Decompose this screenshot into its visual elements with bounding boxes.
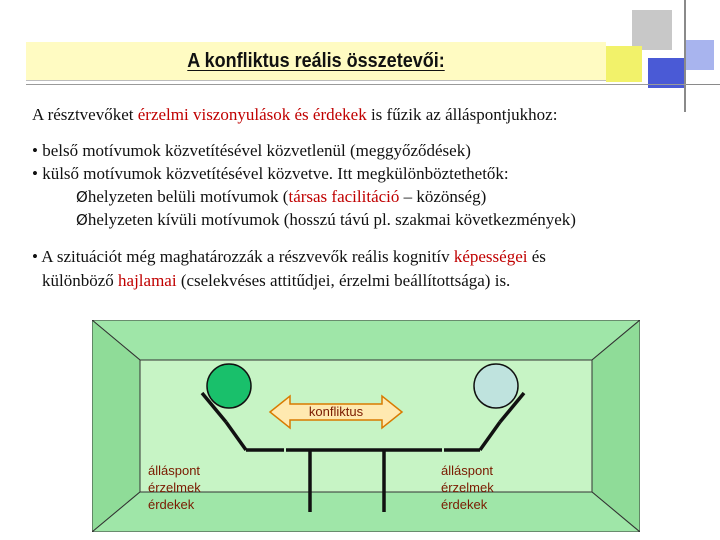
right-person-labels xyxy=(441,462,494,513)
conflict-arrow-label: konfliktus xyxy=(308,404,364,419)
title-rule xyxy=(26,84,686,85)
bullet-inner-motives: • belső motívumok közvetítésével közvetlenül (meggyőződések) xyxy=(32,141,471,160)
situation-line-2 xyxy=(42,270,510,292)
right-label-interests: érdekek xyxy=(441,497,488,512)
intro-highlight: érzelmi viszonyulások és érdekek xyxy=(137,105,367,124)
room-wall-top xyxy=(92,320,640,360)
deco-vertical-line xyxy=(684,0,686,112)
situation-line-1 xyxy=(32,246,546,268)
deco-square-blue-light xyxy=(684,40,714,70)
right-person-head xyxy=(474,364,518,408)
situation-line2-post: (cselekvéses attitűdjei, érzelmi beállítottsága) is. xyxy=(176,271,511,290)
deco-square-gray xyxy=(632,10,672,50)
situation-line1-highlight: képességei xyxy=(453,247,528,266)
page-title: A konfliktus reális összetevői: xyxy=(187,50,445,72)
arrow-bullet-icon: Ø xyxy=(76,211,88,229)
situation-line1-post: és xyxy=(527,247,546,266)
left-label-interests: érdekek xyxy=(148,497,195,512)
left-person-labels xyxy=(148,462,201,513)
right-label-position: álláspont xyxy=(441,463,494,478)
intro-pre: A résztvevőket xyxy=(32,105,138,124)
sub-item-inner xyxy=(76,186,486,208)
sub-item-inner-post: – közönség) xyxy=(399,187,487,206)
deco-square-yellow xyxy=(606,46,642,82)
situation-line1-pre: • A szituációt még maghatározzák a részvevők reális kognitív xyxy=(32,247,454,266)
situation-line2-pre: különböző xyxy=(42,271,119,290)
sub-item-outer xyxy=(76,209,576,231)
sub-item-inner-highlight: társas facilitáció xyxy=(288,187,400,206)
bullet-outer-motives: • külső motívumok közvetítésével közvetve. Itt megkülönböztethetők: xyxy=(32,164,509,183)
left-person-head xyxy=(207,364,251,408)
sub-item-outer-text: helyzeten kívüli motívumok (hosszú távú pl. szakmai következmények) xyxy=(87,210,576,229)
arrow-bullet-icon: Ø xyxy=(76,188,88,206)
sub-item-inner-pre: helyzeten belüli motívumok ( xyxy=(87,187,289,206)
intro-post: is fűzik az álláspontjukhoz: xyxy=(366,105,558,124)
right-label-emotions: érzelmek xyxy=(441,480,494,495)
situation-line2-highlight: hajlamai xyxy=(118,271,177,290)
title-bar xyxy=(26,42,606,81)
left-label-position: álláspont xyxy=(148,463,201,478)
left-label-emotions: érzelmek xyxy=(148,480,201,495)
intro-line xyxy=(32,104,557,126)
